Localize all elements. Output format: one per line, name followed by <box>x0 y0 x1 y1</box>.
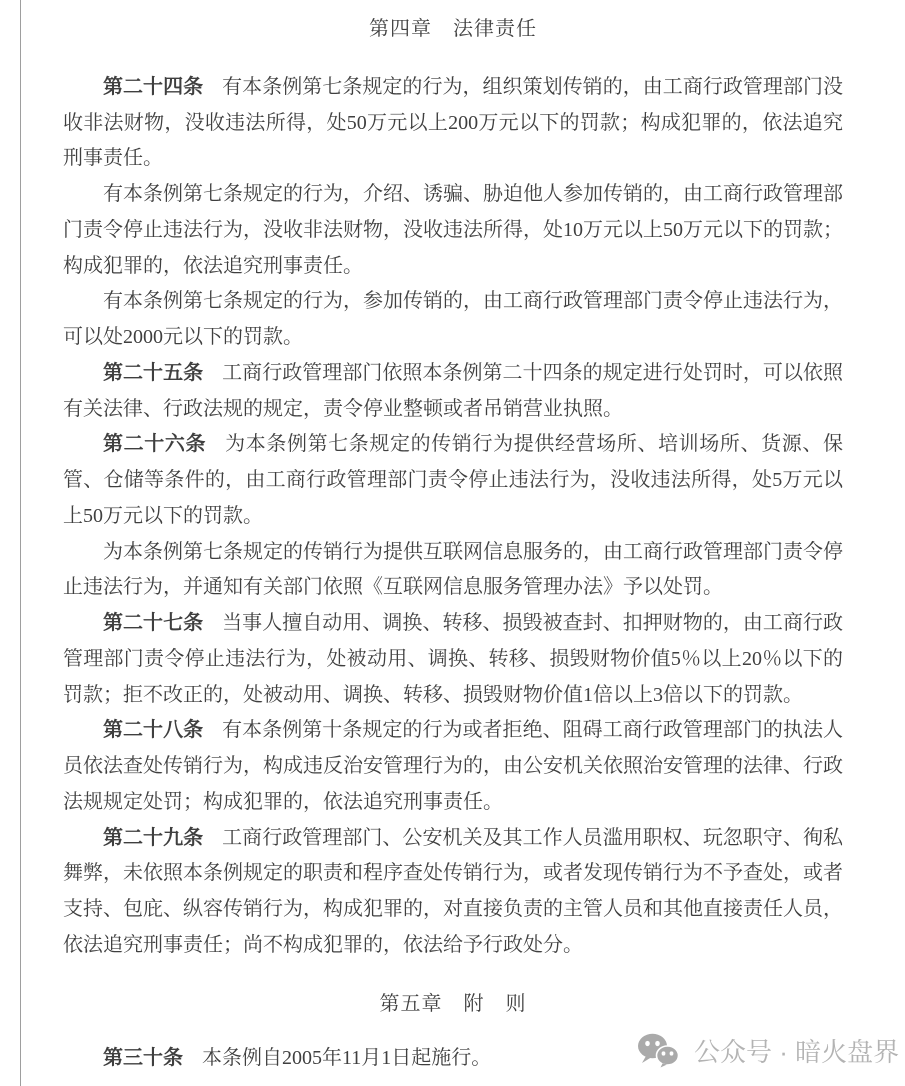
article-26-paragraph-2 <box>63 535 843 607</box>
watermark <box>637 1032 899 1069</box>
chapter-5-heading: 第五章 附 则 <box>379 992 527 1015</box>
article-26-number: 第二十六条 <box>103 433 207 456</box>
article-26-text-2: 为本条例第七条规定的传销行为提供互联网信息服务的，由工商行政管理部门责令停止违法行为，并通知有关部门依照《互联网信息服务管理办法》予以处罚。 <box>63 540 843 599</box>
article-29-number: 第二十九条 <box>103 826 204 849</box>
article-28-number: 第二十八条 <box>103 719 204 742</box>
article-25-number: 第二十五条 <box>103 361 204 384</box>
article-25-paragraph <box>63 356 843 428</box>
article-30-text: 本条例自2005年11月1日起施行。 <box>202 1047 492 1070</box>
article-24-text-2: 有本条例第七条规定的行为，介绍、诱骗、胁迫他人参加传销的，由工商行政管理部门责令停止违法行为，没收非法财物，没收违法所得，处10万元以上50万元以下的罚款；构成犯罪的，依法追究刑事责任。 <box>63 183 843 277</box>
article-24-text-1: 有本条例第七条规定的行为，组织策划传销的，由工商行政管理部门没收非法财物，没收违法所得，处50万元以上200万元以下的罚款；构成犯罪的，依法追究刑事责任。 <box>63 75 844 170</box>
article-24-paragraph-1 <box>63 70 843 177</box>
article-29-paragraph <box>63 821 843 964</box>
article-30-number: 第三十条 <box>103 1047 183 1070</box>
article-25-text: 工商行政管理部门依照本条例第二十四条的规定进行处罚时，可以依照有关法律、行政法规的规定，责令停业整顿或者吊销营业执照。 <box>63 361 844 420</box>
article-27-text: 当事人擅自动用、调换、转移、损毁被查封、扣押财物的，由工商行政管理部门责令停止违法行为，处被动用、调换、转移、损毁财物价值5％以上20％以下的罚款；拒不改正的，处被动用、调换、转移、损毁财物价值1倍以上3倍以下的罚款。 <box>63 612 844 706</box>
article-27-paragraph <box>63 606 843 713</box>
article-29-text: 工商行政管理部门、公安机关及其工作人员滥用职权、玩忽职守、徇私舞弊，未依照本条例规定的职责和程序查处传销行为，或者发现传销行为不予查处，或者支持、包庇、纵容传销行为，构成犯罪的，对直接负责的主管人员和其他直接责任人员，依法追究刑事责任；尚不构成犯罪的，依法给予行政处分。 <box>63 826 844 956</box>
article-24-paragraph-3 <box>63 284 843 356</box>
wechat-logo-icon <box>637 1033 679 1068</box>
article-26-text-1: 为本条例第七条规定的传销行为提供经营场所、培训场所、货源、保管、仓储等条件的，由工商行政管理部门责令停止违法行为，没收违法所得，处5万元以上50万元以下的罚款。 <box>63 433 844 527</box>
chapter-4-heading: 第四章 法律责任 <box>369 18 537 40</box>
article-28-text: 有本条例第十条规定的行为或者拒绝、阻碍工商行政管理部门的执法人员依法查处传销行为，构成违反治安管理行为的，由公安机关依照治安管理的法律、行政法规规定处罚；构成犯罪的，依法追究刑事责任。 <box>63 719 844 813</box>
article-27-number: 第二十七条 <box>103 612 204 634</box>
document-content <box>63 12 843 1077</box>
article-24-paragraph-2 <box>63 177 843 284</box>
article-24-text-3: 有本条例第七条规定的行为，参加传销的，由工商行政管理部门责令停止违法行为，可以处2000元以下的罚款。 <box>63 290 843 348</box>
article-26-paragraph-1 <box>63 427 843 534</box>
watermark-label: 公众号 · 暗火盘界 <box>694 1037 900 1067</box>
article-28-paragraph <box>63 713 843 820</box>
left-border-line <box>20 0 21 1086</box>
article-24-number: 第二十四条 <box>103 75 204 98</box>
